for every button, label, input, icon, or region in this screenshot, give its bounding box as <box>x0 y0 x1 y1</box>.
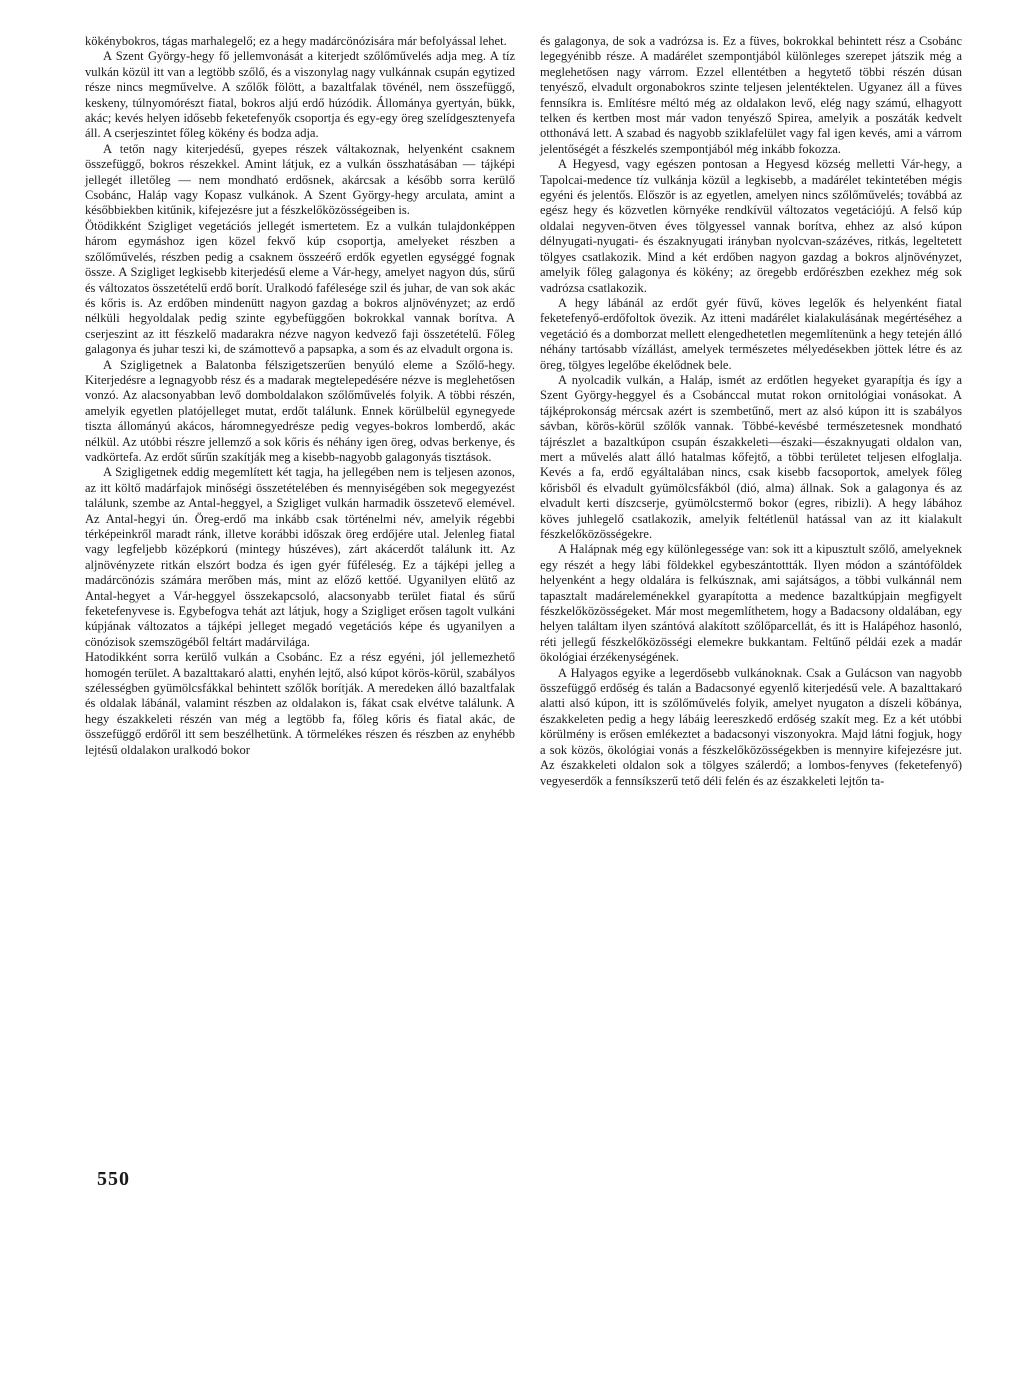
paragraph: A Halyagos egyike a legerdősebb vulkánoknak. Csak a Gulácson van nagyobb összefüggő erdőség és talán a Badacsonyé egyenlő kiterjedésű vele. A bazalttakaró alatti alsó kúpon, itt is szőlőművelés folyik, amelyet nyugaton a díszeli kőbánya, északkeleten pedig a hegy lábáig leereszkedő erdőség szakít meg. Ez a két utóbbi körülmény is erősen emlékeztet a badacsonyi viszonyokra. Majd látni fogjuk, hogy a sok közös, ökológiai vonás a fészkelőközösségekben is mennyire kifejezésre jut. Az északkeleti oldalon sok a tölgyes szálerdő; a lombos-fenyves (feketefenyő) vegyeserdők a fennsíkszerű tető déli felén és az északkeleti lejtőn ta- <box>540 665 962 788</box>
paragraph: és galagonya, de sok a vadrózsa is. Ez a füves, bokrokkal behintett rész a Csobánc legegyénibb része. A madárélet szempontjából különleges szerepet játszik még a meglehetősen nagy várrom. Ezzel ellentétben a hegytető többi részén dúsan tenyésző, elvadult orgonabokros szinte teljesen jelentéktelen. Ugyanez áll a füves fennsíkra is. Említésre méltó még az oldalakon levő, elég nagy számú, elhagyott telken és kertben most már vadon tenyésző Spirea, amelyik a poszáták kedvelt otthonává lett. A szabad és nagyobb sziklafelület vagy fal igen kevés, ami a várrom jelentőségét a fészkelés szempontjából még inkább fokozza. <box>540 34 962 156</box>
paragraph: Ötödikként Szigliget vegetációs jellegét ismertetem. Ez a vulkán tulajdonképpen három egymáshoz igen közel fekvő kúp csoportja, amelyeket részben a szőlőművelés, részben pedig a csaknem összeérő erdők egyetlen egységgé fognak össze. A Szigliget legkisebb kiterjedésű eleme a Vár-hegy, amelyet nagyon dús, sűrű és változatos összetételű erdő borít. Uralkodó fafélesége szil és juhar, de van sok akác és kőris is. Az erdőben mindenütt nagyon gazdag a bokros aljnövényzet; az erdő nélküli hegyoldalak pedig szinte egybefüggően bokrokkal vannak borítva. A cserjeszint az itt fészkelő madarakra nézve nagyon kedvező faji összetételű. Főleg galagonya és juhar teszi ki, de számottevő a papsapka, a som és az elvadult orgona is. <box>85 218 515 357</box>
paragraph: A Szigligetnek eddig megemlített két tagja, ha jellegében nem is teljesen azonos, az itt költő madárfajok minőségi összetételében és mennyiségében sok megegyezést találunk, szembe az Antal-heggyel, a Szigliget vulkán harmadik összetevő elemével. Az Antal-hegyi ún. Öreg-erdő ma inkább csak történelmi név, amelyik régebbi térképeinkről maradt ránk, illetve korábbi időszak öreg erdőjére utal. Jelenleg fiatal vagy legfeljebb középkorú (mintegy húszéves), zárt akácerdőt találunk itt. Az aljnövényzete ritkán elszórt bodza és igen gyér fűféleség. Ez a tájképi jelleg a madárcönózis számára merőben más, mint az előző kettőé. Ugyanilyen elütő az Antal-hegyet a Vár-heggyel összekapcsoló, alacsonyabb terület fiatal és sűrű feketefenyvese is. Egybefogva tehát azt látjuk, hogy a Szigliget erősen tagolt vulkáni kúpjának változatos a tájképi jelleget megadó vegetációs képe és ugyanilyen a cönózisok szemszögéből feltárt madárvilága. <box>85 465 515 649</box>
paragraph: Hatodikként sorra kerülő vulkán a Csobánc. Ez a rész egyéni, jól jellemezhető homogén terület. A bazalttakaró alatti, enyhén lejtő, alsó kúpot körös-körül, szabályos szélességben gyümölcsfákkal behintett szőlők borítják. A meredeken álló bazaltfalak és oldalak lábánál, valamint részben az oldalakon is, fákat csak elvétve találunk. A hegy északkeleti részén van még a legtöbb fa, főleg kőris és fiatal akác, de összefüggő erdőről itt sem beszélhetünk. A törmelékes részen és részben az enyhébb lejtésű oldalakon uralkodó bokor <box>85 650 515 757</box>
right-text-column <box>540 34 962 789</box>
paragraph: A nyolcadik vulkán, a Haláp, ismét az erdőtlen hegyeket gyarapítja és így a Szent György-heggyel és a Csobánccal mutat rokon ornitológiai vonásokat. A tájképrokonság mércsak azért is szembetűnő, mert az alsó kúpon itt is szabályos sávban, körös-körül szőlők vannak. Többé-kevésbé természetesnek mondható tájrészlet a bazaltkúpon csupán északkeleti—északi—északnyugati oldalon van, mert a művelés alatt álló hatalmas kőfejtő, a többi területet teljesen elfoglalja. Kevés a fa, erdő egyáltalában nincs, csak kisebb facsoportok, amelyek főleg kőrisből és elvadult gyümölcsfákból (dió, alma) állnak. Sok a galagonya és az elvadult kerti díszcserje, gyümölcstermő bokor (egres, ribizli). A hegy lábához köves juhlegelő csatlakozik, amelyik feltétlenül hatással van az itt kialakult fészkelőközösségekre. <box>540 372 962 541</box>
left-text-column <box>85 34 515 758</box>
paragraph: kökénybokros, tágas marhalegelő; ez a hegy madárcönózisára már befolyással lehet. <box>85 34 507 48</box>
paragraph: A Szent György-hegy fő jellemvonását a kiterjedt szőlőművelés adja meg. A tíz vulkán közül itt van a legtöbb szőlő, és a viszonylag nagy vulkánnak csupán egytized része nincs megművelve. A szőlők fölött, a bazaltfalak tövénél, nem összefüggő, keskeny, túlnyomórészt fiatal, bokros aljú erdő húzódik. Állománya gyertyán, bükk, akác; kevés helyen idősebb feketefenyők csoportja és egy-egy öreg szelídgesztenyefa áll. A cserjeszintet főleg kökény és bodza adja. <box>85 49 515 141</box>
paragraph: A Szigligetnek a Balatonba félszigetszerűen benyúló eleme a Szőlő-hegy. Kiterjedésre a legnagyobb rész és a madarak megtelepedésére nézve is meglehetősen vonzó. Az alacsonyabban levő domboldalakon szőlőművelés folyik. A többi részén, amelyik egyetlen platójelleget mutat, erdőt találunk. Ennek körülbelül egynegyede tiszta állományú akácos, háromnegyedrésze pedig vegyes-bokros lomberdő, akác nélkül. Az utóbbi részre jellemző a sok kőris és néhány igen öreg, odvas berkenye, és vadkörtefa. Az erdőt sűrűn szakítják meg a kisebb-nagyobb galagonyás tisztások. <box>85 357 515 464</box>
page-number: 550 <box>97 1168 130 1190</box>
paragraph: A hegy lábánál az erdőt gyér füvű, köves legelők és helyenként fiatal feketefenyő-erdőfoltok övezik. Az itteni madárélet kialakulásának megértéséhez a vegetáció és a domborzat mellett elengedhetetlen megemlítenünk a hegy tetején álló néhány tartósabb vízállást, amelyek természetes mélyedésekben jöttek létre és az öreg, tölgyes legelőbe ékelődnek bele. <box>540 295 962 372</box>
paragraph: A Halápnak még egy különlegessége van: sok itt a kipusztult szőlő, amelyeknek egy részét a hegy lábi földekkel egybeszántottták. Ilyen módon a szántóföldek helyenként a hegy oldalára is felkúsznak, ami sajátságos, a többi vulkánnál nem tapasztalt madáreleménekkel gyarapította a medence bazaltkúpjain megfigyelt fészkelőközösségeket. Már most megemlíthetem, hogy a Badacsony oldalában, egy helyen találtam ilyen szántóvá alakított szőlőparcellát, és itt is Halápéhoz hasonló, réti jellegű fészkelőközösségi elemekre bukkantam. Feltűnő példái ezek a madár ökológiai érzékenységének. <box>540 542 962 665</box>
paragraph: A Hegyesd, vagy egészen pontosan a Hegyesd község melletti Vár-hegy, a Tapolcai-medence tíz vulkánja közül a legkisebb, a madárélet tekintetében mégis egyéni és jelentős. Először is az egyetlen, amelyen nincs szőlőművelés; továbbá az egész hegy és közvetlen környéke rendkívül változatos vegetációjú. A felső kúp oldalai negyven-ötven éves tölgyessel vannak borítva, ehhez az alsó kúpon délnyugati-nyugati- és északnyugati irányban nyolcvan-százéves, ritkás, legeltetett tölgyes csatlakozik. Mind a két erdőben nagyon gazdag a bokros aljnövényzet, amelyik főleg galagonya és kökény; az öregebb erdőrészben ezekhez még sok vadrózsa csatlakozik. <box>540 157 962 295</box>
paragraph: A tetőn nagy kiterjedésű, gyepes részek váltakoznak, helyenként csaknem összefüggő, bokros részekkel. Amint látjuk, ez a vulkán összhatásában — tájképi jellegét illetőleg — nem mondható erdősnek, akárcsak a később sorra kerülő Csobánc, Haláp vagy Kopasz vulkánok. A Szent György-hegy arculata, amint a későbbiekben kitűnik, kifejezésre jut a fészkelőközösségeiben is. <box>85 141 515 218</box>
